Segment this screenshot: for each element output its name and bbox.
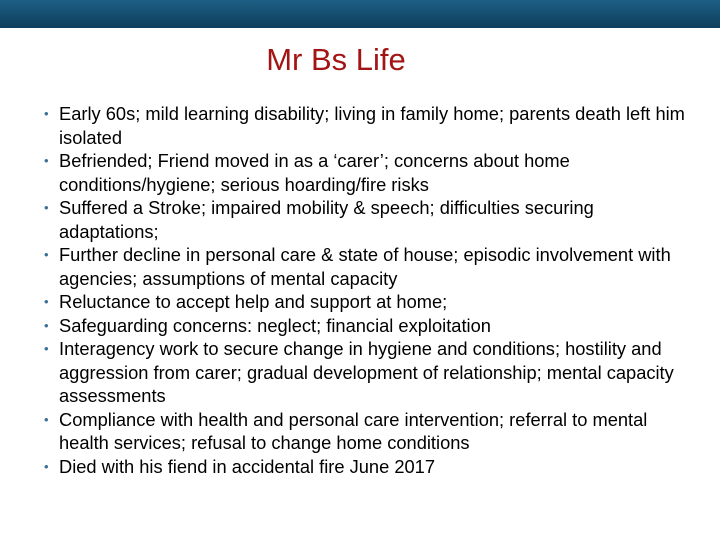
- bullet-text: Reluctance to accept help and support at home;: [59, 291, 448, 312]
- bullet-text: Safeguarding concerns: neglect; financial exploitation: [59, 314, 491, 336]
- bullet-item-1: [44, 102, 694, 149]
- bullet-icon: •: [44, 153, 49, 168]
- bullet-item-2: [44, 149, 694, 196]
- bullet-text: Early 60s; mild learning disability; living in family home; parents death left him isolated: [59, 103, 685, 148]
- bullet-item-5: [44, 290, 694, 314]
- bullet-text: Suffered a Stroke; impaired mobility & speech; difficulties securing adaptations;: [59, 197, 594, 242]
- bullet-icon: •: [44, 200, 49, 215]
- bullet-text: Further decline in personal care & state of house; episodic involvement with agencies; assumptions of mental capacity: [59, 244, 671, 289]
- bullet-icon: •: [44, 411, 49, 427]
- bullet-item-6: [44, 314, 694, 338]
- bullet-icon: •: [44, 458, 49, 474]
- bullet-text: Compliance with health and personal care intervention; referral to mental health services; refusal to change home conditions: [59, 408, 648, 453]
- bullet-list: [44, 102, 694, 478]
- bullet-icon: •: [44, 247, 49, 262]
- bullet-item-3: [44, 196, 694, 243]
- bullet-item-9: [44, 455, 694, 479]
- bullet-item-7: [44, 337, 694, 408]
- bullet-icon: •: [44, 341, 49, 356]
- bullet-text: Befriended; Friend moved in as a ‘carer’; concerns about home conditions/hygiene; serious hoarding/fire risks: [59, 150, 570, 195]
- slide-title: Mr Bs Life: [266, 42, 406, 77]
- bullet-icon: •: [44, 106, 49, 121]
- bullet-item-8: [44, 408, 694, 455]
- bullet-item-4: [44, 243, 694, 290]
- bullet-text: Died with his fiend in accidental fire June 2017: [59, 455, 436, 477]
- bullet-text: Interagency work to secure change in hygiene and conditions; hostility and aggression from carer; gradual development of relationship; mental capacity assessments: [59, 338, 674, 406]
- bullet-icon: •: [44, 294, 49, 309]
- header-accent-bar: [0, 0, 720, 28]
- bullet-icon: •: [44, 317, 49, 333]
